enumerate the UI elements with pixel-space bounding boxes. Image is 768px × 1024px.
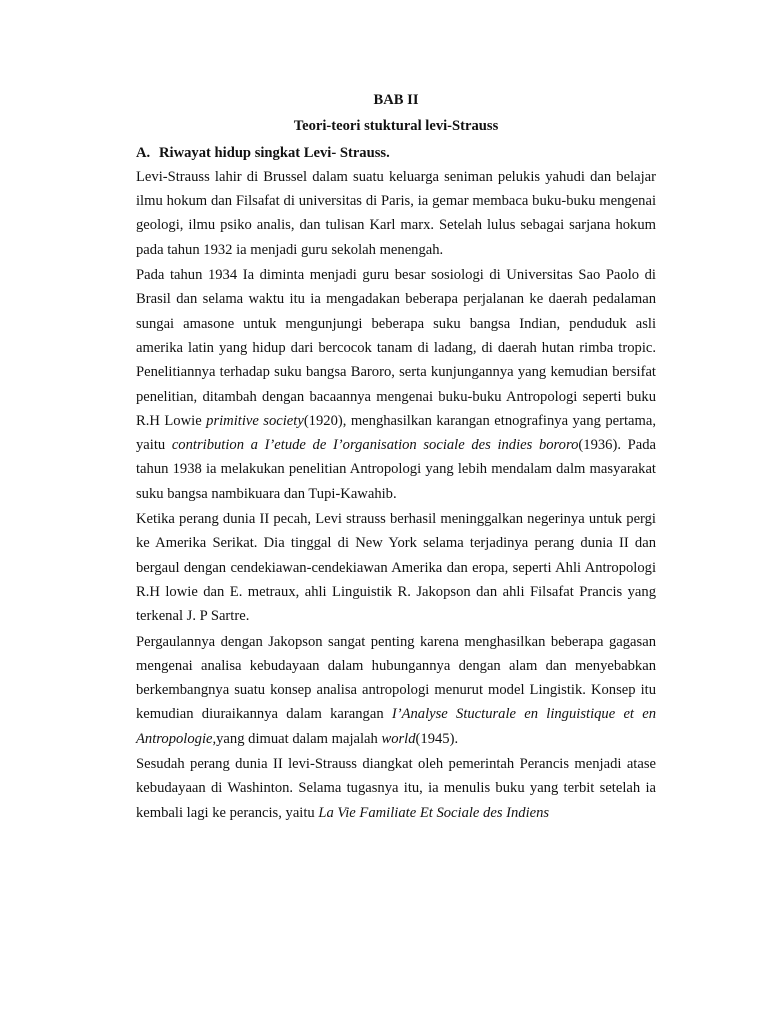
book-title-primitive-society: primitive society [206, 412, 304, 429]
paragraph-5 [136, 752, 656, 825]
section-heading [136, 141, 656, 165]
section-title: Riwayat hidup singkat Levi- Strauss. [159, 144, 390, 161]
chapter-heading: BAB II [373, 92, 419, 108]
paragraph-text: Pada tahun 1934 Ia diminta menjadi guru besar sosiologi di Universitas Sao Paolo di Brasil dan selama waktu itu ia mengadakan beberapa perjalanan ke daerah pedalaman sungai amasone untuk mengunjungi beberapa suku bangsa Indian, penduduk asli amerika latin yang hidup dari bercocok tanam di ladang, di daerah hutan rimba tropic. Penelitiannya terhadap suku bangsa Baroro, serta kunjungannya yang kemudian bersifat penelitian, ditambah dengan bacaannya mengenai buku-buku Antropologi seperti buku R.H Lowie [136, 267, 656, 429]
paragraph-text: Pergaulannya dengan Jakopson sangat penting karena menghasilkan beberapa gagasan mengenai analisa kebudayaan dalam hubungannya dengan alam dan menyebabkan berkembangnya suatu konsep analisa antropologi menurut model Lingistik. Konsep itu kemudian diuraikannya dalam karangan [136, 633, 656, 723]
paragraph-text: Levi-Strauss lahir di Brussel dalam suatu keluarga seniman pelukis yahudi dan belajar ilmu hokum dan Filsafat di universitas di Paris, ia gemar membaca buku-buku mengenai geologi, ilmu psiko analis, dan tulisan Karl marx. Setelah lulus sebagai sarjana hokum pada tahun 1932 ia menjadi guru sekolah menengah. [136, 168, 656, 258]
paragraph-text: (1920), menghasilkan karangan etnografinya yang pertama, yaitu [136, 412, 656, 454]
paragraph-text: (1945). [415, 730, 459, 747]
chapter-subtitle: Teori-teori stuktural levi-Strauss [293, 118, 499, 135]
section-number: A. [136, 144, 151, 161]
paragraph-4 [136, 630, 656, 751]
journal-title-world: world [381, 730, 416, 747]
book-title-la-vie-familiate: La Vie Familiate Et Sociale des Indiens [318, 804, 550, 821]
paragraph-text: Sesudah perang dunia II levi-Strauss diangkat oleh pemerintah Perancis menjadi atase kebudayaan di Washinton. Selama tugasnya itu, ia menulis buku yang terbit setelah ia kembali lagi ke perancis, yaitu [136, 756, 656, 821]
book-title-analyse-structurale: I’Analyse Stucturale en linguistique et en Antropologie, [136, 706, 656, 747]
paragraph-1 [136, 165, 656, 262]
book-title-contribution: contribution a I’etude de I’organisation sociale des indies bororo [171, 437, 579, 454]
paragraph-text: (1936). Pada tahun 1938 ia melakukan penelitian Antropologi yang lebih mendalam dalm masyarakat suku bangsa nambikuara dan Tupi-Kawahib. [136, 437, 656, 502]
paragraph-3 [136, 507, 656, 628]
paragraph-text: Ketika perang dunia II pecah, Levi strauss berhasil meninggalkan negerinya untuk pergi ke Amerika Serikat. Dia tinggal di New York selama terjadinya perang dunia II dan bergaul dengan cendekiawan-cendekiawan Amerika dan eropa, seperti Ahli Antropologi R.H lowie dan E. metraux, ahli Linguistik R. Jakopson dan ahli Filsafat Prancis yang terkenal J. P Sartre. [136, 511, 656, 625]
paragraph-2 [136, 263, 656, 506]
paragraph-text: yang dimuat dalam majalah [216, 730, 382, 747]
document-body [136, 88, 656, 826]
